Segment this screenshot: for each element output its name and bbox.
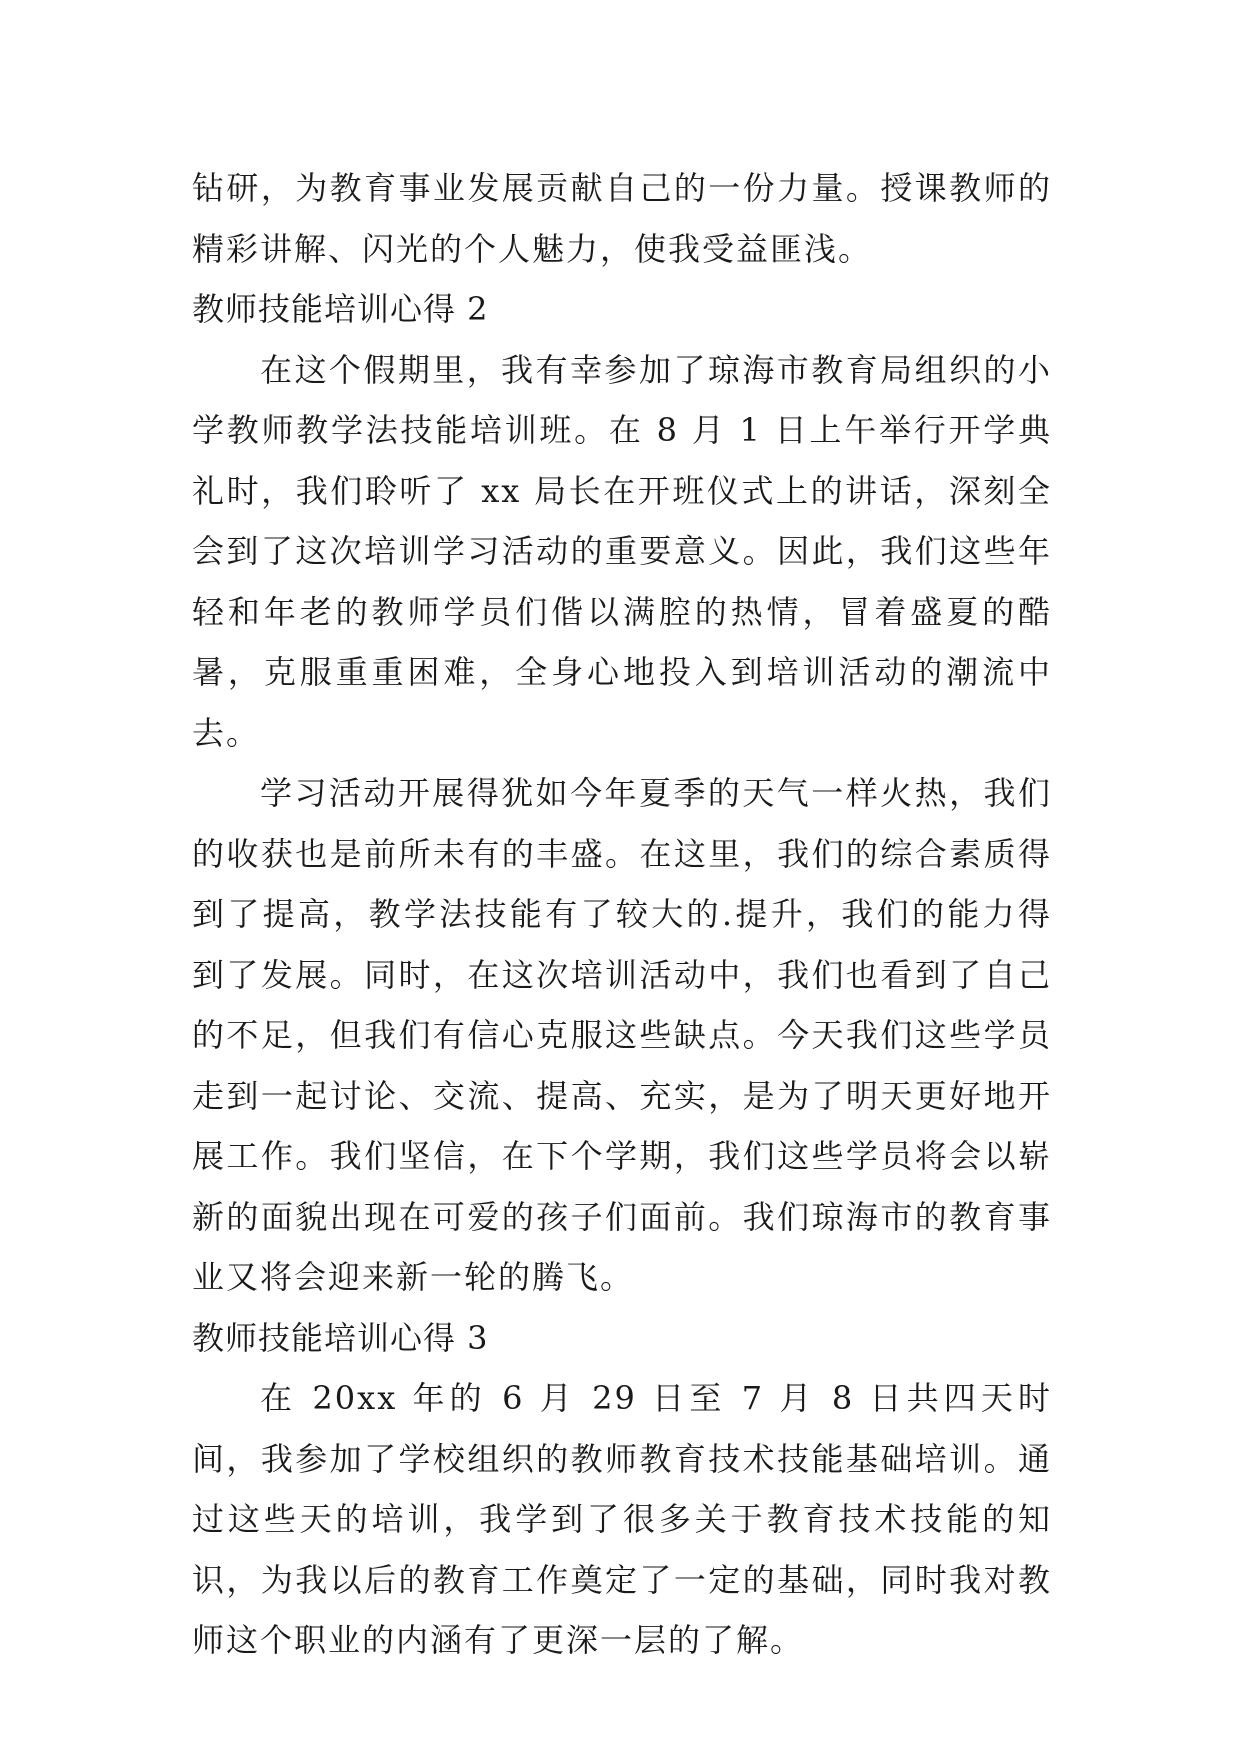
document-body bbox=[192, 158, 1052, 1671]
paragraph-2-2: 学习活动开展得犹如今年夏季的天气一样火热，我们的收获也是前所未有的丰盛。在这里，我们的综合素质得到了提高，教学法技能有了较大的.提升，我们的能力得到了发展。同时，在这次培训活动中，我们也看到了自己的不足，但我们有信心克服这些缺点。今天我们这些学员走到一起讨论、交流、提高、充实，是为了明天更好地开展工作。我们坚信，在下个学期，我们这些学员将会以崭新的面貌出现在可爱的孩子们面前。我们琼海市的教育事业又将会迎来新一轮的腾飞。 bbox=[192, 774, 1052, 1296]
paragraph-2-1: 在这个假期里，我有幸参加了琼海市教育局组织的小学教师教学法技能培训班。在 8 月 1 日上午举行开学典礼时，我们聆听了 xx 局长在开班仪式上的讲话，深刻全会到了这次培训学习活动的重要意义。因此，我们这些年轻和年老的教师学员们偕以满腔的热情，冒着盛夏的酷暑，克服重重困难，全身心地投入到培训活动的潮流中去。 bbox=[192, 350, 1052, 752]
paragraph-continuation: 钻研，为教育事业发展贡献自己的一份力量。授课教师的精彩讲解、闪光的个人魅力，使我受益匪浅。 bbox=[192, 169, 1052, 268]
section-heading-3: 教师技能培训心得 3 bbox=[192, 1318, 489, 1357]
section-heading-2: 教师技能培训心得 2 bbox=[192, 290, 489, 328]
paragraph-3-1: 在 20xx 年的 6 月 29 日至 7 月 8 日共四天时间，我参加了学校组织的教师教育技术技能基础培训。通过这些天的培训，我学到了很多关于教育技术技能的知识，为我以后的教育工作奠定了一定的基础，同时我对教师这个职业的内涵有了更深一层的了解。 bbox=[192, 1379, 1052, 1659]
